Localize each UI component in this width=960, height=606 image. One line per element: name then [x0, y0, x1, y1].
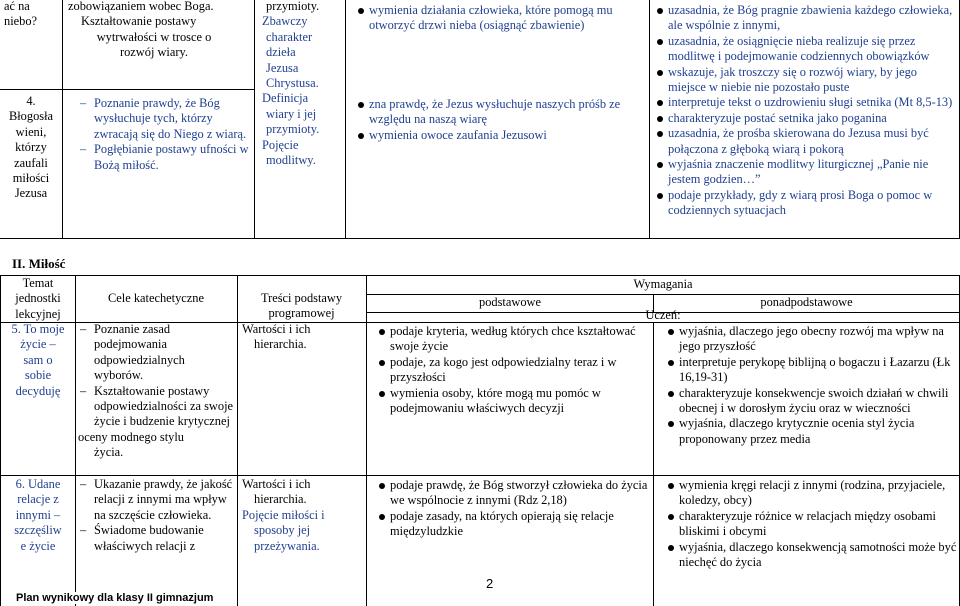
topic-line: Błogosła [8, 109, 54, 124]
topic-line: niebo? [4, 14, 38, 29]
goal-item: – Świadome budowanie właściwych relacji z [80, 523, 235, 554]
grid-line [649, 0, 650, 238]
header-line: lekcyjnej [15, 306, 61, 321]
requirement-item: charakteryzuje różnice w relacjach między osobami bliskimi i obcymi [667, 509, 957, 540]
requirement-item: podaje kryteria, według których chce kształtować swoje życie [378, 324, 650, 355]
requirement-item: zna prawdę, że Jezus wysłuchuje naszych próśb ze względu na naszą wiarę [357, 97, 645, 128]
requirement-item: podaje, za kogo jest odpowiedzialny teraz i w przyszłości [378, 355, 650, 386]
requirement-item: wymienia działania człowieka, które pomogą mu otworzyć drzwi nieba (osiągnąć zbawienie) [357, 3, 645, 34]
topic-line: 4. [26, 94, 36, 108]
requirement-item: podaje zasady, na których opierają się relacje międzyludzkie [378, 509, 650, 540]
topic-line: sobie [24, 368, 52, 383]
topic-line: decyduję [15, 383, 61, 398]
content-6-cell [242, 477, 364, 554]
topic-line: którzy [15, 140, 47, 155]
requirement-item: uzasadnia, że osiągnięcie nieba realizuje się przez modlitwę i podejmowanie codziennych obowiązków [656, 34, 956, 65]
header-goals: Cele katechetyczne [108, 291, 204, 305]
top-basic-req-a [357, 3, 645, 34]
goal-item: – Poznanie zasad podejmowania odpowiedzialnych wyborów. [80, 322, 235, 384]
topic-line: życie – [20, 337, 56, 352]
topic-line: e życie [20, 538, 56, 553]
grid-line [62, 0, 63, 238]
topic-line: 6. Udane [15, 477, 61, 491]
header-basic: podstawowe [479, 295, 541, 309]
page-number: 2 [486, 576, 494, 591]
content-line: Pojęcie miłości i [242, 507, 325, 522]
topic-line: sam o [23, 352, 53, 367]
topic-line: relacje z [17, 492, 59, 507]
topic-line: innymi – [15, 507, 61, 522]
topic-line: ać na [4, 0, 30, 13]
content-line: hierarchia. [254, 337, 307, 352]
header-uczen: Uczeń: [645, 308, 681, 322]
content-line: Definicja [262, 91, 309, 106]
header-line: jednostki [15, 291, 61, 306]
content-line: charakter [266, 29, 313, 44]
topic-line: zaufali [14, 155, 48, 170]
requirement-item: interpretuje tekst o uzdrowieniu sługi setnika (Mt 8,5-13) [656, 95, 956, 110]
requirement-item: wymienia owoce zaufania Jezusowi [357, 128, 645, 143]
top-goals-list [80, 96, 252, 173]
topic-line: miłości [12, 171, 50, 186]
content-line: Wartości i ich [242, 322, 311, 336]
goals-5-cell [80, 322, 235, 461]
header-content [238, 291, 365, 322]
header-line: Temat [22, 276, 54, 290]
requirement-item: wyjaśnia, dlaczego krytycznie ocenia styl życia proponowany przez media [667, 416, 957, 447]
requirement-item: wyjaśnia, dlaczego konsekwencją samotności może być niechęć do życia [667, 540, 957, 571]
grid-line [237, 275, 238, 606]
header-wymagania: Wymagania [633, 277, 693, 291]
goal-line: oceny modnego stylu [78, 429, 184, 444]
topic-6-cell [2, 477, 74, 554]
requirement-item: wymienia osoby, które mogą mu pomóc w podejmowaniu właściwych decyzji [378, 386, 650, 417]
goal-item: – Ukazanie prawdy, że jakość relacji z innymi ma wpływ na szczęście człowieka. [80, 477, 235, 523]
header-topic [2, 276, 74, 322]
goal-line: zobowiązaniem wobec Boga. [68, 0, 214, 13]
grid-line [254, 0, 255, 238]
grid-line [366, 275, 367, 606]
requirement-item: uzasadnia, że Bóg pragnie zbawienia każdego człowieka, ale wspólnie z innymi, [656, 3, 956, 34]
content-line: Pojęcie [262, 137, 299, 152]
requirement-item: interpretuje perykopę biblijną o bogaczu i Łazarzu (Łk 16,19-31) [667, 355, 957, 386]
header-advanced: ponadpodstawowe [760, 295, 853, 309]
content-line: Wartości i ich [242, 477, 311, 491]
requirement-item: podaje przykłady, gdy z wiarą prosi Boga o pomoc w codziennych sytuacjach [656, 188, 956, 219]
grid-line [0, 275, 960, 276]
goal-line: życia. [94, 445, 124, 460]
topic-4-cell [2, 94, 60, 202]
content-line: przeżywania. [254, 538, 320, 553]
grid-line [0, 475, 960, 476]
content-line: przymioty. [266, 122, 320, 137]
requirement-item: wyjaśnia, dlaczego jego obecny rozwój ma wpływ na jego przyszłość [667, 324, 957, 355]
content-line: Zbawczy [262, 14, 308, 29]
top-goals-cell [68, 0, 252, 61]
advanced-5-cell [667, 324, 957, 447]
section-title: II. Miłość [12, 256, 66, 271]
requirement-item: charakteryzuje postać setnika jako poganina [656, 111, 956, 126]
grid-line [0, 238, 960, 239]
requirement-item: uzasadnia, że prośba skierowana do Jezusa musi być połączona z głęboką wiarą i pokorą [656, 126, 956, 157]
top-content-cell [262, 0, 344, 168]
content-line: hierarchia. [254, 492, 307, 507]
grid-line [0, 275, 1, 606]
content-line: przymioty. [266, 0, 320, 13]
grid-line [345, 0, 346, 238]
basic-5-cell [378, 324, 650, 416]
header-line: programowej [268, 306, 335, 321]
topic-line: wieni, [15, 124, 47, 139]
goal-item: – Kształtowanie postawy odpowiedzialności za swoje życie i budzenie krytycznej [80, 384, 235, 430]
topic-line: Jezusa [14, 186, 48, 201]
goals-6-cell [80, 477, 235, 554]
requirement-item: wyjaśnia znaczenie modlitwy liturgicznej „Panie nie jestem godzien…” [656, 157, 956, 188]
content-5-cell [242, 322, 364, 353]
topic-line: szczęśliw [14, 523, 62, 538]
goal-line: wytrwałości w trosce o [96, 29, 212, 44]
content-line: sposoby jej [254, 523, 311, 538]
requirement-item: podaje prawdę, że Bóg stworzył człowieka do życia we wspólnocie z innymi (Rdz 2,18) [378, 478, 650, 509]
goal-item: – Pogłębianie postawy ufności w Bożą miłość. [80, 142, 252, 173]
grid-line [75, 275, 76, 606]
content-line: modlitwy. [266, 153, 316, 168]
topic-5-cell [2, 322, 74, 399]
footer-note: Plan wynikowy dla klasy II gimnazjum [16, 592, 214, 604]
content-line: Jezusa [266, 60, 299, 75]
topic-line: 5. To moje [11, 322, 65, 336]
content-line: dzieła [266, 45, 296, 60]
requirement-item: charakteryzuje konsekwencje swoich działań w chwili obecnej i w dorosłym życiu oraz w wieczności [667, 386, 957, 417]
top-advanced-req [656, 3, 956, 219]
top-basic-req-b [357, 97, 645, 143]
header-line: Treści podstawy [260, 291, 343, 305]
goal-line: Kształtowanie postawy [81, 14, 197, 29]
requirement-item: wskazuje, jak troszczy się o rozwój wiary, by jego miejsce w niebie nie pozostało puste [656, 65, 956, 96]
advanced-6-cell [667, 478, 957, 570]
goal-item: – Poznanie prawdy, że Bóg wysłuchuje tych, którzy zwracają się do Niego z wiarą. [80, 96, 252, 142]
grid-line [653, 322, 654, 606]
top-topic-cell [4, 0, 60, 30]
content-line: wiary i jej [266, 106, 317, 121]
requirement-item: wymienia kręgi relacji z innymi (rodzina, przyjaciele, koledzy, obcy) [667, 478, 957, 509]
grid-line [0, 89, 254, 90]
goal-line: rozwój wiary. [119, 45, 188, 60]
content-line: Chrystusa. [266, 76, 319, 91]
basic-6-cell [378, 478, 650, 540]
